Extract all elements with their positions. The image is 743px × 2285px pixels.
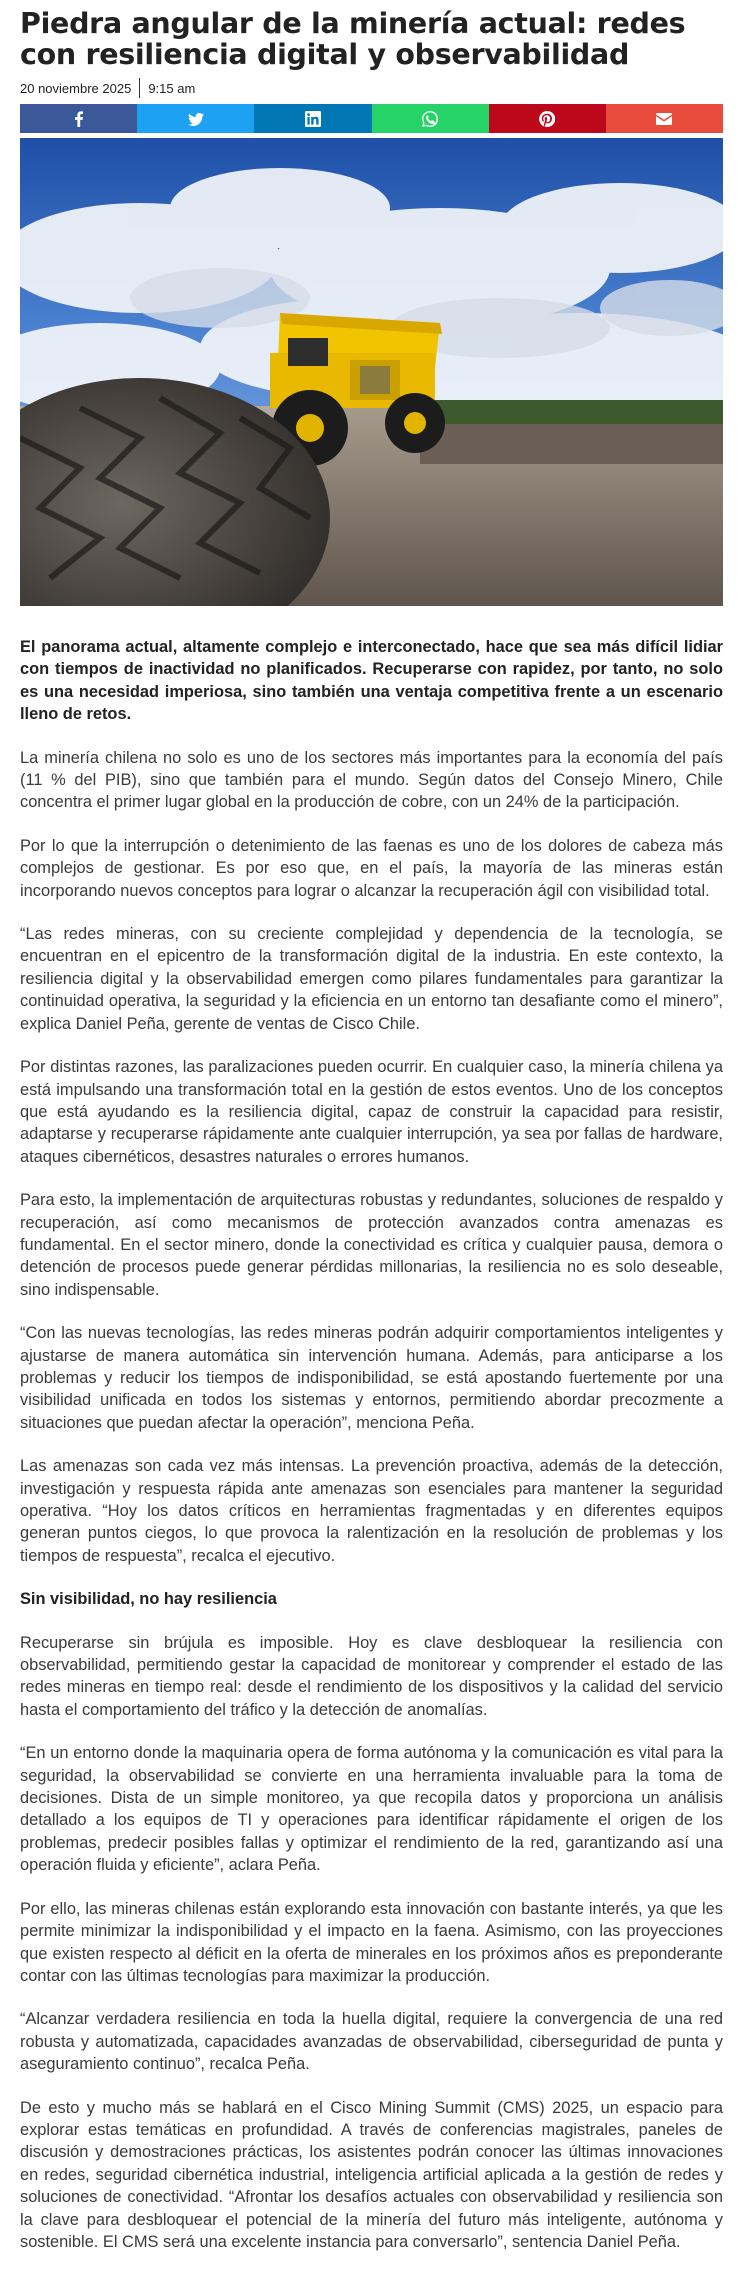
- paragraph: “Las redes mineras, con su creciente complejidad y dependencia de la tecnología, se encuentran en el epicentro de la transformación digital de la industria. En este contexto, la resiliencia digital y la observabilidad emergen como pilares fundamentales para garantizar la continuidad operativa, la seguridad y la eficiencia en un entorno tan desafiante como el minero”, explica Daniel Peña, gerente de ventas de Cisco Chile.: [20, 925, 723, 1033]
- mining-truck-photo: [20, 138, 723, 606]
- paragraph: Por distintas razones, las paralizaciones pueden ocurrir. En cualquier caso, la minería chilena ya está impulsando una transformación total en la gestión de estos eventos. Uno de los conceptos que está ayudando es la resiliencia digital, capaz de construir la capacidad para resistir, adaptarse y recuperarse rápidamente ante cualquier interrupción, ya sea por fallas de hardware, ataques cibernéticos, desastres naturales o errores humanos.: [20, 1058, 723, 1166]
- paragraph: “Alcanzar verdadera resiliencia en toda la huella digital, requiere la convergencia de una red robusta y automatizada, capacidades avanzadas de observabilidad, ciberseguridad de punta y aseguramiento continuo”, recalca Peña.: [20, 2010, 723, 2074]
- article: [20, 0, 723, 2253]
- article-meta: [20, 77, 723, 99]
- article-time: 9:15 am: [148, 80, 196, 96]
- share-twitter-button[interactable]: [137, 104, 254, 133]
- meta-divider: [139, 78, 140, 98]
- paragraph: “Con las nuevas tecnologías, las redes mineras podrán adquirir comportamientos inteligentes y ajustarse de manera automática sin intervención humana. Además, para anticiparse a los problemas y reducir los tiempos de indisponibilidad, se está apostando fuertemente por una visibilidad unificada en todos los sistemas y entornos, permitiendo abordar precozmente a situaciones que puedan afectar la operación”, menciona Peña.: [20, 1324, 723, 1432]
- article-date: 20 noviembre 2025: [20, 80, 132, 96]
- share-email-button[interactable]: [606, 104, 723, 133]
- pinterest-icon: [539, 111, 555, 127]
- email-icon: [656, 111, 672, 127]
- paragraph: Recuperarse sin brújula es imposible. Hoy es clave desbloquear la resiliencia con observabilidad, permitiendo gestar la capacidad de monitorear y comprender el estado de las redes mineras en tiempo real: desde el rendimiento de los dispositivos y la calidad del servicio hasta el comportamiento del tráfico y la detección de anomalías.: [20, 1633, 723, 1719]
- paragraph: “En un entorno donde la maquinaria opera de forma autónoma y la comunicación es vital para la seguridad, la observabilidad se convierte en una herramienta invaluable para la toma de decisiones. Dista de un simple monitoreo, ya que recopila datos y proporciona un análisis detallado a los equipos de TI y operaciones para identificar rápidamente el origen de los problemas, predecir posibles fallas y optimizar el rendimiento de la red, garantizando así una operación fluida y eficiente”, aclara Peña.: [20, 1744, 723, 1875]
- paragraph: Por lo que la interrupción o detenimiento de las faenas es uno de los dolores de cabeza más complejos de gestionar. Es por eso que, en el país, la mayoría de las mineras están incorporando nuevos conceptos para lograr o alcanzar la recuperación ágil con visibilidad total.: [20, 836, 723, 900]
- whatsapp-icon: [422, 111, 438, 127]
- paragraph: La minería chilena no solo es uno de los sectores más importantes para la economía del país (11 % del PIB), sino que también para el mundo. Según datos del Consejo Minero, Chile concentra el primer lugar global en la producción de cobre, con un 24% de la participación.: [20, 748, 723, 812]
- paragraph: Para esto, la implementación de arquitecturas robustas y redundantes, soluciones de respaldo y recuperación, así como mecanismos de protección avanzados contra amenazas es fundamental. En el sector minero, donde la conectividad es crítica y cualquier pausa, demora o detención de procesos puede generar pérdidas millonarias, la resiliencia no es solo deseable, sino indispensable.: [20, 1191, 723, 1299]
- paragraph: Por ello, las mineras chilenas están explorando esta innovación con bastante interés, ya que les permite minimizar la indisponibilidad y el impacto en la faena. Asimismo, con las proyecciones que existen respecto al déficit en la oferta de minerales en los próximos años es preponderante contar con las últimas tecnologías para maximizar la producción.: [20, 1899, 723, 1985]
- twitter-icon: [188, 111, 204, 127]
- linkedin-icon: [305, 111, 321, 127]
- share-pinterest-button[interactable]: [489, 104, 606, 133]
- paragraph: De esto y mucho más se hablará en el Cisco Mining Summit (CMS) 2025, un espacio para explorar estas temáticas en profundidad. A través de conferencias magistrales, paneles de discusión y demostraciones prácticas, los asistentes podrán conocer las últimas innovaciones en redes, seguridad cibernética industrial, inteligencia artificial aplicada a la gestión de redes y soluciones de conectividad. “Afrontar los desafíos actuales con observabilidad y resiliencia son la clave para desbloquear el potencial de la minería del futuro más inteligente, autónoma y sostenible. El CMS será una excelente instancia para conversarlo”, sentencia Daniel Peña.: [20, 2098, 723, 2251]
- section-heading: Sin visibilidad, no hay resiliencia: [20, 1590, 277, 1609]
- share-bar: [20, 104, 723, 133]
- share-whatsapp-button[interactable]: [372, 104, 489, 133]
- paragraph: Las amenazas son cada vez más intensas. La prevención proactiva, además de la detección, investigación y respuesta rápida ante amenazas son esenciales para mantener la seguridad operativa. “Hoy los datos críticos en herramientas fragmentadas y en diferentes equipos generan puntos ciegos, lo que provoca la ralentización en la resolución de problemas y los tiempos de respuesta”, recalca el ejecutivo.: [20, 1457, 723, 1565]
- page-title: Piedra angular de la minería actual: redes con resiliencia digital y observabilidad: [20, 7, 686, 71]
- hero-image: [20, 138, 723, 606]
- facebook-icon: [71, 111, 87, 127]
- share-facebook-button[interactable]: [20, 104, 137, 133]
- share-linkedin-button[interactable]: [254, 104, 371, 133]
- article-lead: El panorama actual, altamente complejo e interconectado, hace que sea más difícil lidiar con tiempos de inactividad no planificados. Recuperarse con rapidez, por tanto, no solo es una necesidad imperiosa, sino también una ventaja competitiva frente a un escenario lleno de retos.: [20, 638, 723, 724]
